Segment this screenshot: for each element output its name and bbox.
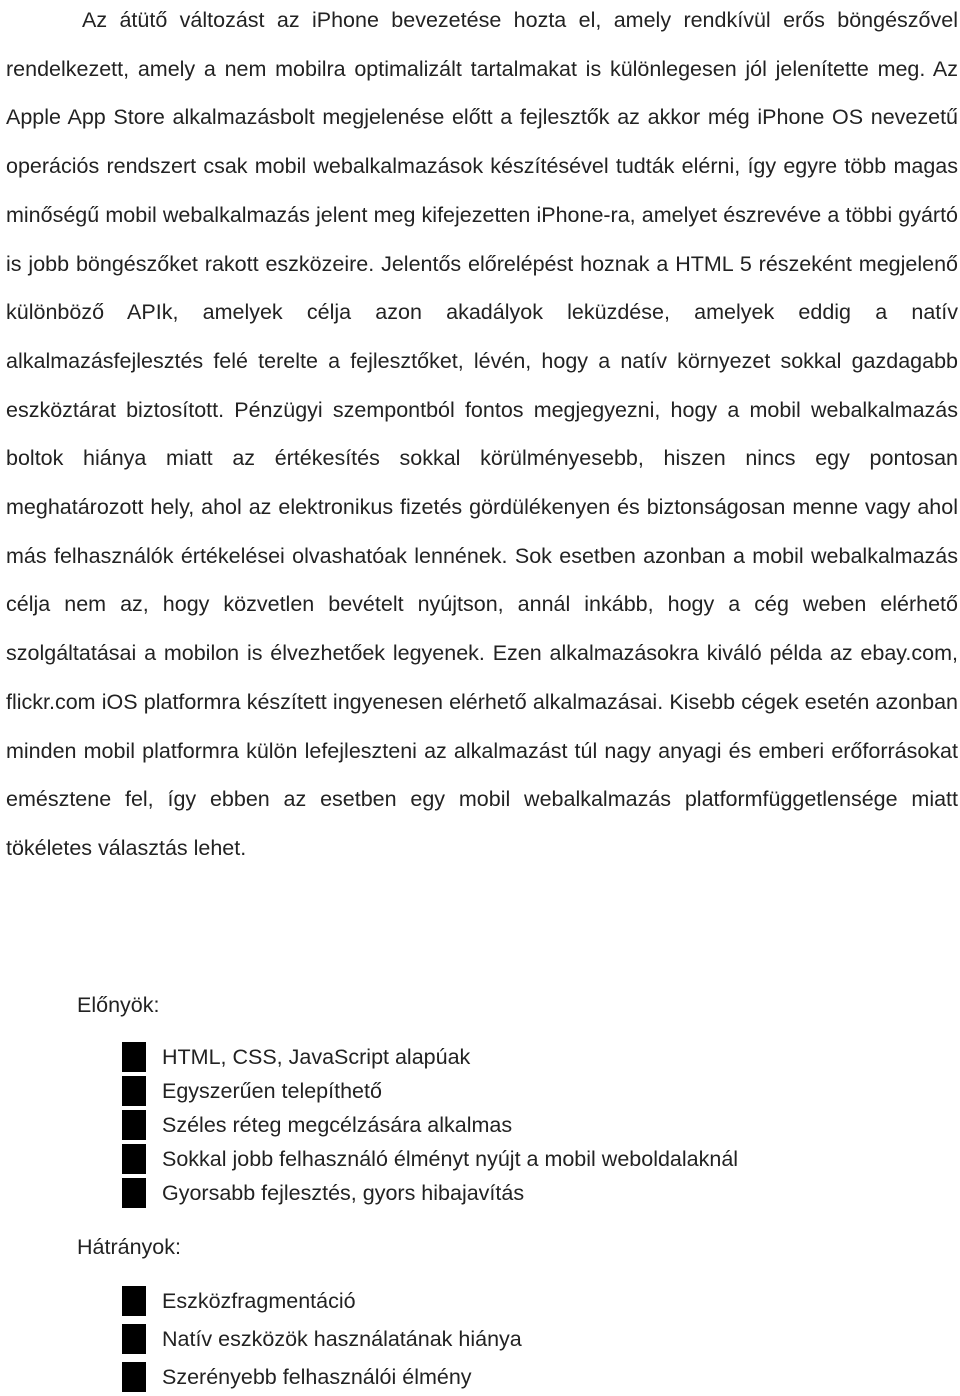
document-body bbox=[6, 0, 958, 873]
list-item bbox=[122, 1320, 522, 1358]
list-item bbox=[122, 1176, 738, 1210]
list-item-text: Szerényebb felhasználói élmény bbox=[162, 1365, 472, 1389]
disadvantages-list bbox=[122, 1282, 522, 1396]
list-item-text: Eszközfragmentáció bbox=[162, 1289, 356, 1313]
list-item-text: HTML, CSS, JavaScript alapúak bbox=[162, 1045, 471, 1069]
list-item-text: Széles réteg megcélzására alkalmas bbox=[162, 1113, 513, 1137]
list-item bbox=[122, 1142, 738, 1176]
advantages-heading: Előnyök: bbox=[77, 993, 160, 1017]
list-item-text: Gyorsabb fejlesztés, gyors hibajavítás bbox=[162, 1181, 525, 1205]
square-bullet-icon bbox=[122, 1362, 146, 1392]
list-item bbox=[122, 1108, 738, 1142]
list-item bbox=[122, 1358, 522, 1396]
disadvantages-heading: Hátrányok: bbox=[77, 1235, 181, 1259]
square-bullet-icon bbox=[122, 1042, 146, 1072]
list-item-text: Egyszerűen telepíthető bbox=[162, 1079, 382, 1103]
list-item bbox=[122, 1282, 522, 1320]
square-bullet-icon bbox=[122, 1178, 146, 1208]
square-bullet-icon bbox=[122, 1324, 146, 1354]
square-bullet-icon bbox=[122, 1076, 146, 1106]
square-bullet-icon bbox=[122, 1286, 146, 1316]
square-bullet-icon bbox=[122, 1110, 146, 1140]
body-paragraph: Az átütő változást az iPhone bevezetése hozta el, amely rendkívül erős böngészővel rendelkezett, amely a nem mobilra optimalizált tartalmakat is különlegesen jól jelenítette meg. Az Apple App Store alkalmazásbolt megjelenése előtt a fejlesztők az akkor még iPhone OS nevezetű operációs rendszert csak mobil webalkalmazások készítésével tudták elérni, így egyre több magas minőségű mobil webalkalmazás jelent meg kifejezetten iPhone-ra, amelyet észrevéve a többi gyártó is jobb böngészőket rakott eszközeire. Jelentős előrelépést hoznak a HTML 5 részeként megjelenő különböző APIk, amelyek célja azon akadályok leküzdése, amelyek eddig a natív alkalmazásfejlesztés felé terelte a fejlesztőket, lévén, hogy a natív környezet sokkal gazdagabb eszköztárat biztosított. Pénzügyi szempontból fontos megjegyezni, hogy a mobil webalkalmazás boltok hiánya miatt az értékesítés sokkal körülményesebb, hiszen nincs egy pontosan meghatározott hely, ahol az elektronikus fizetés gördülékenyen és biztonságosan menne vagy ahol más felhasználók értékelései olvashatóak lennének. Sok esetben azonban a mobil webalkalmazás célja nem az, hogy közvetlen bevételt nyújtson, annál inkább, hogy a cég weben elérhető szolgáltatásai a mobilon is élvezhetőek legyenek. Ezen alkalmazásokra kiváló példa az ebay.com, flickr.com iOS platformra készített ingyenesen elérhető alkalmazásai. Kisebb cégek esetén azonban minden mobil platformra külön lefejleszteni az alkalmazást túl nagy anyagi és emberi erőforrásokat emésztene fel, így ebben az esetben egy mobil webalkalmazás platformfüggetlensége miatt tökéletes választás lehet. bbox=[6, 8, 958, 860]
list-item bbox=[122, 1040, 738, 1074]
list-item bbox=[122, 1074, 738, 1108]
list-item-text: Natív eszközök használatának hiánya bbox=[162, 1327, 522, 1351]
square-bullet-icon bbox=[122, 1144, 146, 1174]
list-item-text: Sokkal jobb felhasználó élményt nyújt a mobil weboldalaknál bbox=[162, 1147, 739, 1171]
advantages-list bbox=[122, 1040, 738, 1210]
